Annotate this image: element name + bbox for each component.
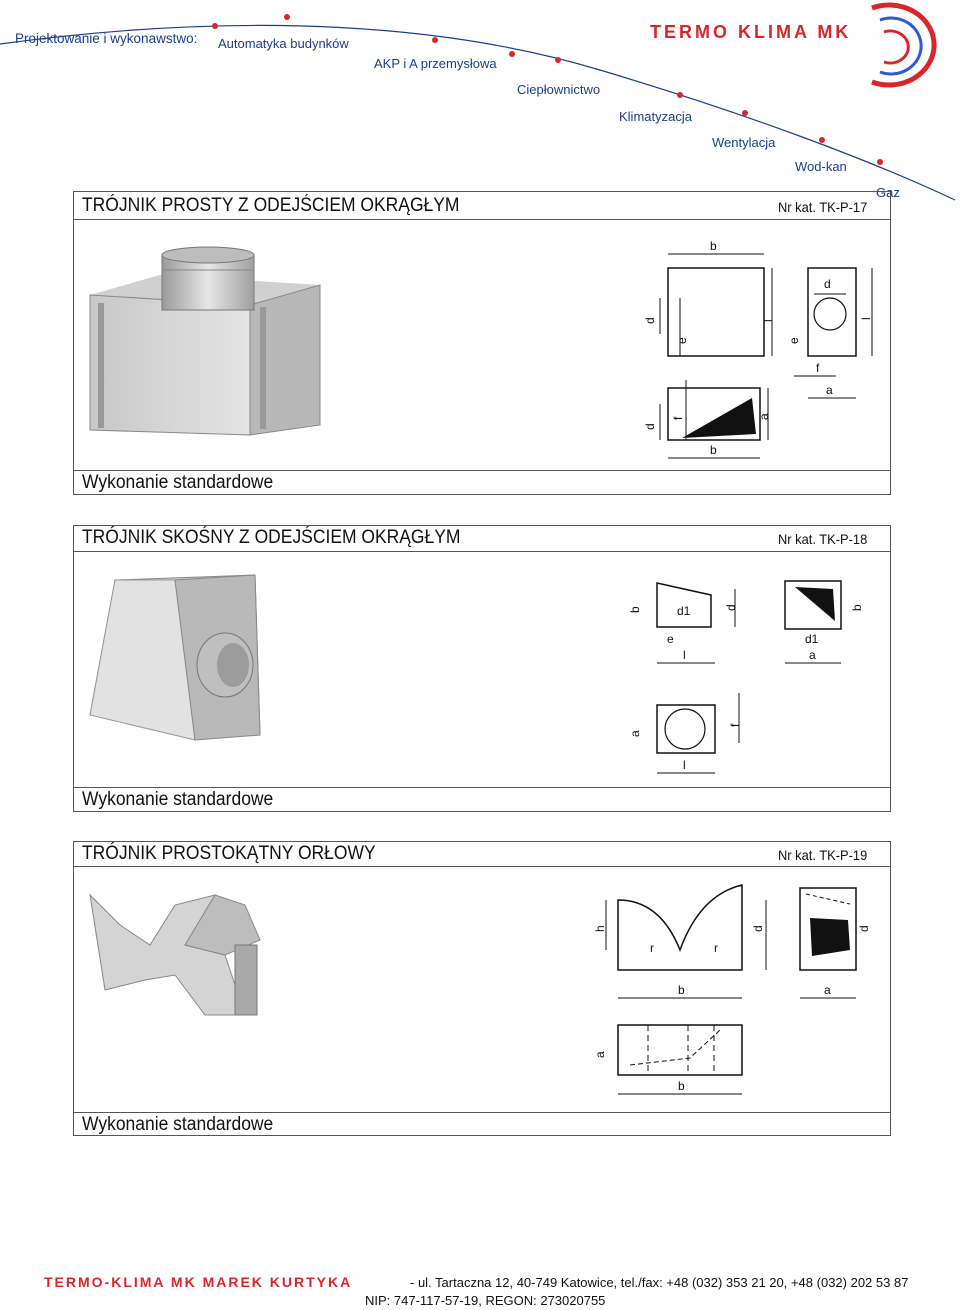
dim-label: b — [628, 606, 642, 613]
tech-drawing-tk-p-17 — [640, 238, 890, 468]
dim-label: b — [710, 443, 717, 457]
brand-logo-icon — [872, 5, 934, 85]
service-air-conditioning: Klimatyzacja — [619, 109, 692, 124]
product-photo-tee-oblique — [85, 570, 285, 748]
service-plumbing: Wod-kan — [795, 159, 847, 174]
section-footer: Wykonanie standardowe — [82, 1114, 274, 1135]
dim-label: f — [816, 361, 820, 375]
dim-label: b — [710, 239, 717, 253]
dim-label: e — [787, 337, 801, 344]
footer-brand: TERMO-KLIMA MK MAREK KURTYKA — [44, 1274, 353, 1290]
tech-drawing-tk-p-19 — [590, 880, 880, 1105]
dim-label: l — [683, 758, 686, 772]
dim-label: r — [714, 941, 718, 955]
dim-label: a — [593, 1051, 607, 1058]
dim-label: l — [761, 319, 775, 322]
dim-label: h — [593, 925, 607, 932]
tech-drawing-tk-p-18 — [625, 575, 887, 785]
section-footer: Wykonanie standardowe — [82, 472, 274, 493]
dim-label: f — [671, 416, 685, 420]
dim-label: d — [643, 423, 657, 430]
dim-label: r — [650, 941, 654, 955]
dim-label: e — [667, 632, 674, 646]
dim-label: a — [824, 983, 831, 997]
dim-label: a — [757, 413, 771, 420]
product-photo-tee-straight — [80, 245, 330, 440]
section-title: TRÓJNIK SKOŚNY Z ODEJŚCIEM OKRĄGŁYM — [82, 527, 461, 548]
section-title: TRÓJNIK PROSTOKĄTNY ORŁOWY — [82, 843, 376, 864]
dim-label: d — [751, 925, 765, 932]
dim-label: l — [683, 648, 686, 662]
product-photo-tee-eagle — [85, 885, 270, 1020]
dim-label: a — [809, 648, 816, 662]
service-ventilation: Wentylacja — [712, 135, 776, 150]
dim-label: a — [628, 730, 642, 737]
dim-label: d — [724, 604, 738, 611]
header-intro: Projektowanie i wykonawstwo: — [15, 31, 198, 46]
footer-address: - ul. Tartaczna 12, 40-749 Katowice, tel./fax: +48 (032) 353 21 20, +48 (032) 202 53 87 — [410, 1275, 909, 1290]
dim-label: b — [678, 983, 685, 997]
dim-label: d — [857, 925, 871, 932]
service-heating: Ciepłownictwo — [517, 82, 601, 97]
section-footer: Wykonanie standardowe — [82, 789, 274, 810]
section-title: TRÓJNIK PROSTY Z ODEJŚCIEM OKRĄGŁYM — [82, 195, 460, 216]
dim-label: e — [675, 337, 689, 344]
catalog-number: Nr kat. TK-P-17 — [778, 199, 868, 215]
service-gas: Gaz — [876, 185, 900, 200]
dim-label: d — [643, 317, 657, 324]
dim-label: b — [678, 1079, 685, 1093]
catalog-number: Nr kat. TK-P-18 — [778, 531, 868, 547]
catalog-number: Nr kat. TK-P-19 — [778, 847, 868, 863]
dim-label: b — [850, 604, 864, 611]
dim-label: a — [826, 383, 833, 397]
dim-label: d1 — [805, 632, 819, 646]
dim-label: l — [859, 317, 873, 320]
dim-label: d — [824, 277, 831, 291]
service-automation: Automatyka budynków — [218, 36, 349, 51]
brand-name: TERMO KLIMA MK — [650, 22, 852, 42]
service-akp: AKP i A przemysłowa — [374, 56, 497, 71]
dim-label: f — [728, 723, 742, 727]
footer-ids: NIP: 747-117-57-19, REGON: 273020755 — [365, 1293, 606, 1308]
dim-label: d1 — [677, 604, 691, 618]
